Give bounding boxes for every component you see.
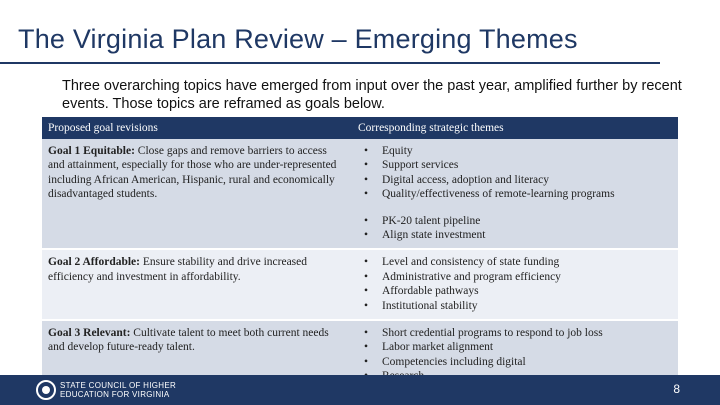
themes-cell	[352, 250, 678, 319]
intro-text: Three overarching topics have emerged from input over the past year, amplified further by recent events. Those topics are reframed as goals below.	[62, 78, 682, 112]
theme-list	[358, 255, 672, 313]
list-item: • Competencies including digital	[358, 355, 672, 369]
list-item: • Support services	[358, 158, 672, 172]
list-item: • Labor market alignment	[358, 340, 672, 354]
list-item: • Level and consistency of state funding	[358, 255, 672, 269]
list-item: • Quality/effectiveness of remote-learning programs	[358, 187, 672, 201]
slide-title: The Virginia Plan Review – Emerging Themes	[18, 24, 578, 54]
list-item: • PK-20 talent pipeline	[358, 214, 672, 228]
themes-cell	[352, 139, 678, 248]
list-item: • Institutional stability	[358, 299, 672, 313]
theme-list	[358, 144, 672, 242]
goal-cell	[42, 250, 352, 319]
list-item: • Equity	[358, 144, 672, 158]
title-underline	[0, 62, 660, 64]
header-goal-revisions: Proposed goal revisions	[42, 117, 352, 139]
goal-2-text: Ensure stability and drive increased efficiency and investment in affordability.	[48, 256, 308, 283]
list-item: • Short credential programs to respond to job loss	[358, 326, 672, 340]
seal-icon	[36, 380, 56, 400]
goal-1-label: Goal 1 Equitable:	[48, 145, 135, 157]
page-number: 8	[673, 382, 680, 396]
goal-2-label: Goal 2 Affordable:	[48, 256, 140, 269]
goal-1-text: Close gaps and remove barriers to access and attainment, especially for those who are under-represented including African American, Hispanic, rural and economically disadvantaged students.	[48, 145, 337, 201]
list-item: • Align state investment	[358, 228, 672, 242]
goal-cell	[42, 139, 352, 248]
organization-name-line-2: EDUCATION FOR VIRGINIA	[60, 390, 170, 399]
goals-table	[42, 117, 678, 390]
header-strategic-themes: Corresponding strategic themes	[352, 117, 678, 139]
goal-3-text: Cultivate talent to meet both current needs and develop future-ready talent.	[48, 327, 329, 354]
organization-name-line-1: STATE COUNCIL OF HIGHER	[60, 381, 177, 390]
organization-name	[60, 381, 176, 399]
table-header-row	[42, 117, 678, 139]
list-item: • Administrative and program efficiency	[358, 270, 672, 284]
table-row	[42, 139, 678, 248]
table-row	[42, 250, 678, 319]
goal-3-label: Goal 3 Relevant:	[48, 327, 131, 340]
list-item: • Digital access, adoption and literacy	[358, 173, 672, 187]
list-item: • Affordable pathways	[358, 284, 672, 298]
footer-bar	[0, 375, 720, 405]
